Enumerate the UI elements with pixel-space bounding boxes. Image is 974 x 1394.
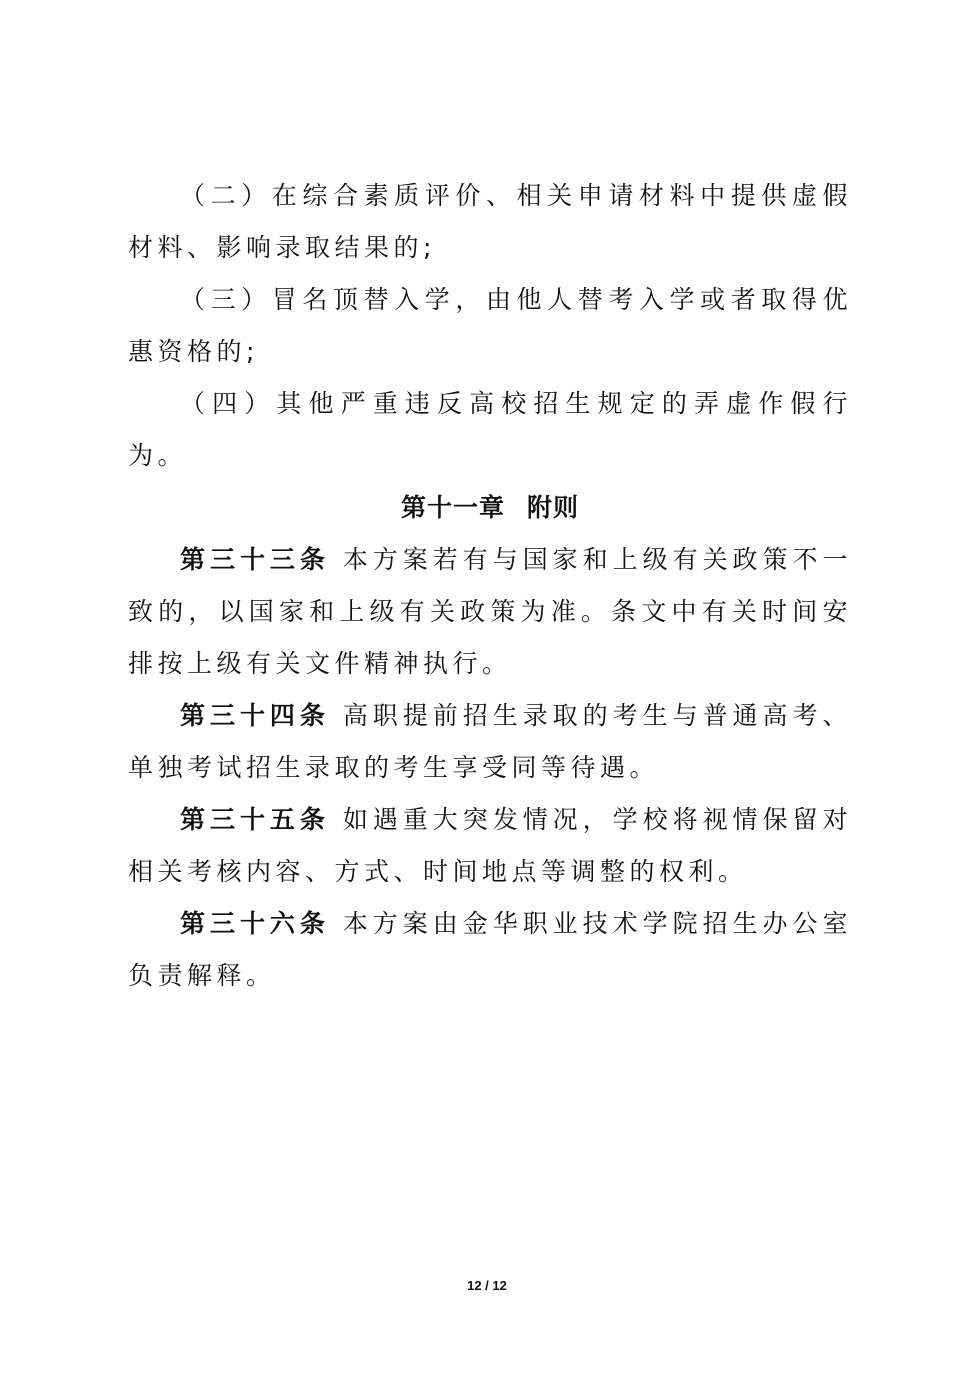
article-text: 本方案若有与国家和上级有关政策不一致的，以国家和上级有关政策为准。条文中有关时间安排按上级有关文件精神执行。 — [128, 545, 852, 678]
page-number: 12 / 12 — [467, 1278, 507, 1293]
clause-two: （二）在综合素质评价、相关申请材料中提供虚假材料、影响录取结果的; — [128, 181, 852, 262]
chapter-title: 附则 — [527, 493, 580, 522]
article-label: 第三十六条 — [180, 909, 330, 938]
article-33 — [128, 534, 852, 690]
chapter-number: 第十一章 — [400, 493, 505, 522]
article-35 — [128, 794, 852, 898]
article-text: 如遇重大突发情况，学校将视情保留对相关考核内容、方式、时间地点等调整的权利。 — [128, 805, 852, 886]
article-label: 第三十五条 — [180, 805, 330, 834]
article-label: 第三十三条 — [180, 545, 330, 574]
document-body — [128, 170, 852, 1002]
article-36 — [128, 898, 852, 1002]
clause-four: （四）其他严重违反高校招生规定的弄虚作假行为。 — [128, 389, 852, 470]
article-text: 本方案由金华职业技术学院招生办公室负责解释。 — [128, 909, 852, 990]
article-34 — [128, 690, 852, 794]
chapter-heading — [128, 482, 852, 534]
article-label: 第三十四条 — [180, 701, 330, 730]
article-text: 高职提前招生录取的考生与普通高考、单独考试招生录取的考生享受同等待遇。 — [128, 701, 852, 782]
clause-three: （三）冒名顶替入学，由他人替考入学或者取得优惠资格的; — [128, 285, 852, 366]
